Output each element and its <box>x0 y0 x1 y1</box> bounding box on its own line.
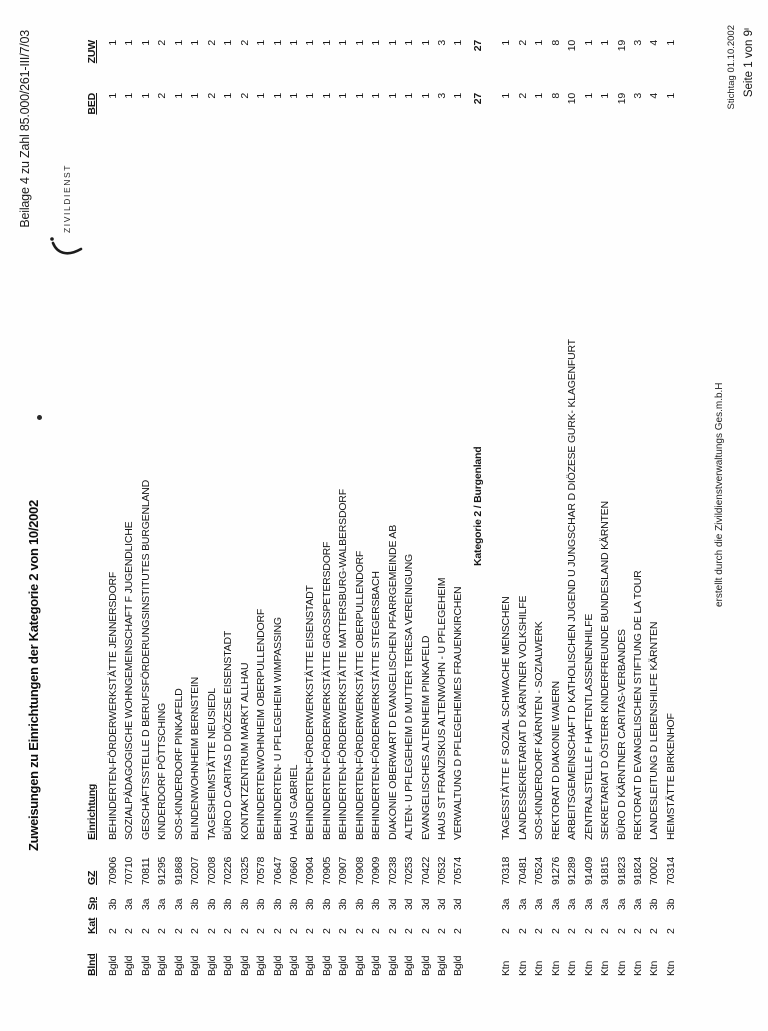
cell-sp: 3a <box>533 898 546 910</box>
cell-kat: 2 <box>648 928 661 934</box>
cell-kat: 2 <box>582 928 595 934</box>
cell-name: HAUS GABRIEL <box>287 764 300 840</box>
cell-kat: 2 <box>304 928 317 934</box>
cell-sp: 3d <box>452 898 465 910</box>
cell-sp: 3a <box>123 898 136 910</box>
cell-name: BEHINDERTEN-FÖRDERWERKSTÄTTE GROSSPETERSDORF <box>320 541 333 840</box>
logo-arc-icon <box>48 140 86 260</box>
cell-gz: 70002 <box>648 856 661 885</box>
table-row <box>304 0 320 1031</box>
cell-name: REKTORAT D EVANGELISCHEN STIFTUNG DE LA TOUR <box>631 570 644 840</box>
cell-bed: 1 <box>386 93 399 99</box>
cell-zuw: 10 <box>566 40 579 52</box>
cell-bed: 1 <box>304 93 317 99</box>
table-row <box>272 0 288 1031</box>
cell-bind: Bgld <box>419 955 432 976</box>
cell-bed: 3 <box>436 93 448 99</box>
cell-bind: Bgld <box>386 955 399 976</box>
cell-bed: 2 <box>205 93 218 99</box>
cell-bed: 1 <box>500 93 513 99</box>
cell-bind: Bgld <box>320 955 333 976</box>
cell-gz: 70208 <box>205 856 218 885</box>
cell-sp: 3b <box>648 898 661 910</box>
cell-sp: 3a <box>156 898 169 910</box>
cell-bed: 1 <box>172 93 185 99</box>
cell-gz: 70314 <box>664 856 677 885</box>
cell-name: HEIMSTÄTTE BIRKENHOF <box>664 713 677 840</box>
cell-sp: 3b <box>222 898 235 910</box>
scan-speck <box>744 28 749 30</box>
cell-gz: 70318 <box>500 856 513 885</box>
cell-kat: 2 <box>549 928 562 934</box>
cell-gz: 91815 <box>599 856 612 885</box>
table-row <box>632 0 648 1031</box>
table-row <box>403 0 419 1031</box>
cell-bed: 1 <box>287 93 300 99</box>
cell-bed: 1 <box>533 93 546 99</box>
cell-sp: 3b <box>287 898 300 910</box>
cell-bind: Ktn <box>664 960 677 976</box>
cell-zuw: 1 <box>320 40 333 46</box>
cell-sp: 3a <box>516 898 529 910</box>
table-header-row <box>86 0 102 1031</box>
cell-bind: Ktn <box>615 960 628 976</box>
cell-bind: Bgld <box>403 955 416 976</box>
cell-bed: 1 <box>189 93 202 99</box>
column-header-bed: BED <box>86 93 98 115</box>
cell-bed: 1 <box>452 93 465 99</box>
cell-name: ARBEITSGEMEINSCHAFT D KATHOLISCHEN JUGEND U JUNGSCHAR D DIÖZESE GURK- KLAGENFURT <box>566 339 579 840</box>
cell-sp: 3d <box>419 898 432 910</box>
cell-gz: 91868 <box>172 856 185 885</box>
cell-gz: 91295 <box>156 856 169 885</box>
cell-bed: 1 <box>320 93 333 99</box>
cell-sp: 3b <box>664 898 677 910</box>
cell-kat: 2 <box>533 928 546 934</box>
cell-gz: 70524 <box>533 856 546 885</box>
cell-bind: Bgld <box>271 955 284 976</box>
cell-name: BÜRO D KÄRNTNER CARITAS-VERBANDES <box>615 629 628 840</box>
cell-gz: 70811 <box>139 857 152 885</box>
cell-kat: 2 <box>107 928 119 934</box>
table-row <box>452 0 468 1031</box>
cell-bind: Bgld <box>172 955 185 976</box>
table-row <box>566 0 582 1031</box>
cell-zuw: 1 <box>255 40 268 46</box>
cell-bed: 1 <box>353 93 366 99</box>
cell-bed: 3 <box>631 93 644 99</box>
column-header-sp: Sp <box>86 896 98 910</box>
cell-sp: 3b <box>238 898 251 910</box>
cell-gz: 70647 <box>271 856 284 885</box>
cell-gz: 70207 <box>189 856 202 885</box>
cell-bind: Bgld <box>337 955 350 976</box>
table-row <box>370 0 386 1031</box>
table-row <box>173 0 189 1031</box>
cell-bind: Ktn <box>631 960 644 976</box>
cell-zuw: 1 <box>386 40 399 46</box>
cell-sp: 3b <box>370 898 383 910</box>
cell-kat: 2 <box>599 928 612 934</box>
cell-bed: 1 <box>139 93 152 99</box>
cell-name: VERWALTUNG D PFLEGEHEIMES FRAUENKIRCHEN <box>452 586 465 840</box>
beilage-reference: Beilage 4 zu Zahl 85.000/261-III/7/03 <box>18 30 32 228</box>
cell-zuw: 1 <box>172 40 185 46</box>
cell-zuw: 1 <box>123 40 136 46</box>
scan-speck <box>37 415 42 420</box>
cell-name: KONTAKTZENTRUM MARKT ALLHAU <box>238 662 251 840</box>
cell-sp: 3a <box>172 898 185 910</box>
footer-created-by: erstellt durch die Zivildienstverwaltungs Ges.m.b.H <box>714 382 725 607</box>
cell-bind: Ktn <box>533 960 546 976</box>
cell-zuw: 1 <box>271 40 284 46</box>
table-row <box>222 0 238 1031</box>
cell-bed: 1 <box>664 93 677 99</box>
cell-kat: 2 <box>436 928 448 934</box>
cell-name: HAUS ST FRANZISKUS ALTENWOHN - U PFLEGEHEIM <box>436 577 448 840</box>
cell-kat: 2 <box>386 928 399 934</box>
table-row <box>665 0 681 1031</box>
table-row <box>420 0 436 1031</box>
cell-kat: 2 <box>452 928 465 934</box>
cell-sp: 3d <box>436 898 448 910</box>
cell-bind: Ktn <box>648 960 661 976</box>
table-row <box>337 0 353 1031</box>
cell-zuw: 3 <box>436 40 448 46</box>
cell-zuw: 1 <box>304 40 317 46</box>
group-summary-label: Kategorie 2 / Burgenland <box>471 446 484 566</box>
cell-gz: 70909 <box>370 856 383 885</box>
cell-sp: 3a <box>549 898 562 910</box>
table-row <box>123 0 139 1031</box>
cell-name: BEHINDERTEN-FÖRDERWERKSTÄTTE EISENSTADT <box>304 585 317 840</box>
cell-kat: 2 <box>189 928 202 934</box>
cell-bed: 2 <box>516 93 529 99</box>
table-row <box>354 0 370 1031</box>
group-summary-row <box>472 0 488 1031</box>
cell-kat: 2 <box>353 928 366 934</box>
cell-kat: 2 <box>516 928 529 934</box>
footer-page-number: Seite 1 von 9 <box>743 30 755 98</box>
cell-name: BEHINDERTEN- U PFLEGEHEIM WIMPASSING <box>271 617 284 840</box>
cell-gz: 70906 <box>107 856 119 885</box>
cell-bed: 1 <box>255 93 268 99</box>
cell-kat: 2 <box>172 928 185 934</box>
cell-zuw: 2 <box>156 40 169 46</box>
table-row <box>550 0 566 1031</box>
cell-zuw: 1 <box>582 40 595 46</box>
cell-zuw: 1 <box>337 40 350 46</box>
cell-bed: 1 <box>582 93 595 99</box>
cell-kat: 2 <box>566 928 579 934</box>
table-row <box>533 0 549 1031</box>
cell-zuw: 1 <box>533 40 546 46</box>
cell-kat: 2 <box>287 928 300 934</box>
cell-gz: 70904 <box>304 856 317 885</box>
cell-sp: 3b <box>205 898 218 910</box>
cell-kat: 2 <box>500 928 513 934</box>
column-header-zuw: ZUW <box>86 40 98 64</box>
cell-gz: 91824 <box>631 856 644 885</box>
table-row <box>140 0 156 1031</box>
cell-zuw: 1 <box>452 40 465 46</box>
cell-name: REKTORAT D DIAKONIE WAIERN <box>549 681 562 840</box>
cell-name: ALTEN- U PFLEGEHEIM D MUTTER TERESA VEREINIGUNG <box>403 553 416 840</box>
cell-kat: 2 <box>156 928 169 934</box>
cell-bed: 8 <box>549 93 562 99</box>
cell-bind: Bgld <box>222 955 235 976</box>
cell-bind: Bgld <box>123 955 136 976</box>
cell-bed: 2 <box>238 93 251 99</box>
cell-bed: 1 <box>419 93 432 99</box>
cell-gz: 70226 <box>222 856 235 885</box>
table-row <box>500 0 516 1031</box>
cell-kat: 2 <box>238 928 251 934</box>
table-row <box>648 0 664 1031</box>
table-row <box>436 0 452 1031</box>
cell-gz: 70325 <box>238 856 251 885</box>
cell-kat: 2 <box>419 928 432 934</box>
cell-zuw: 1 <box>189 40 202 46</box>
cell-bed: 10 <box>566 93 579 105</box>
column-header-kat: Kat <box>86 917 98 934</box>
cell-name: SEKRETARIAT D ÖSTERR KINDERFREUNDE BUNDESLAND KÄRNTEN <box>599 501 612 840</box>
cell-sp: 3b <box>320 898 333 910</box>
cell-name: BEHINDERTEN-FÖRDERWERKSTÄTTE STEGERSBACH <box>370 571 383 840</box>
cell-bed: 2 <box>156 93 169 99</box>
cell-zuw: 1 <box>664 40 677 46</box>
cell-name: TAGESHEIMSTÄTTE NEUSIEDL <box>205 688 218 840</box>
table-row <box>599 0 615 1031</box>
cell-bed: 1 <box>123 93 136 99</box>
cell-kat: 2 <box>320 928 333 934</box>
cell-gz: 70905 <box>320 856 333 885</box>
cell-name: TAGESSTÄTTE F SOZIAL SCHWACHE MENSCHEN <box>500 596 513 840</box>
cell-name: BLINDENWOHNHEIM BERNSTEIN <box>189 676 202 840</box>
logo-text: ZIVILDIENST <box>62 163 72 233</box>
cell-bed: 1 <box>222 93 235 99</box>
cell-kat: 2 <box>205 928 218 934</box>
cell-gz: 70481 <box>516 856 529 885</box>
cell-sp: 3a <box>599 898 612 910</box>
cell-bed: 4 <box>648 93 661 99</box>
cell-bind: Bgld <box>156 955 169 976</box>
table-row <box>156 0 172 1031</box>
cell-bind: Bgld <box>238 955 251 976</box>
cell-zuw: 2 <box>516 40 529 46</box>
group-summary-bed: 27 <box>471 93 484 105</box>
cell-zuw: 1 <box>419 40 432 46</box>
cell-zuw: 1 <box>599 40 612 46</box>
cell-name: BEHINDERTENWOHNHEIM OBERPULLENDORF <box>255 608 268 840</box>
cell-zuw: 19 <box>615 40 628 52</box>
cell-sp: 3a <box>566 898 579 910</box>
cell-zuw: 3 <box>631 40 644 46</box>
cell-bind: Ktn <box>516 960 529 976</box>
cell-name: DIAKONIE OBERWART D EVANGELISCHEN PFARRGEMEINDE AB <box>386 525 399 840</box>
column-header-bind: Blnd <box>86 953 98 976</box>
table-row <box>206 0 222 1031</box>
table-row <box>616 0 632 1031</box>
cell-sp: 3b <box>189 898 202 910</box>
table-row <box>583 0 599 1031</box>
cell-zuw: 1 <box>287 40 300 46</box>
cell-name: EVANGELISCHES ALTENHEIM PINKAFELD <box>419 635 432 840</box>
cell-kat: 2 <box>222 928 235 934</box>
cell-sp: 3b <box>271 898 284 910</box>
table-row <box>321 0 337 1031</box>
cell-zuw: 1 <box>500 40 513 46</box>
cell-zuw: 1 <box>139 40 152 46</box>
cell-zuw: 4 <box>648 40 661 46</box>
cell-bind: Bgld <box>107 955 119 976</box>
cell-bind: Bgld <box>452 955 465 976</box>
cell-gz: 91276 <box>549 856 562 885</box>
zivildienst-logo <box>48 140 86 260</box>
cell-bind: Bgld <box>304 955 317 976</box>
cell-bind: Ktn <box>582 960 595 976</box>
cell-sp: 3d <box>403 898 416 910</box>
cell-bed: 1 <box>271 93 284 99</box>
cell-sp: 3a <box>582 898 595 910</box>
cell-gz: 91823 <box>615 856 628 885</box>
cell-kat: 2 <box>631 928 644 934</box>
cell-gz: 70907 <box>337 856 350 885</box>
cell-kat: 2 <box>403 928 416 934</box>
cell-kat: 2 <box>370 928 383 934</box>
cell-bind: Ktn <box>549 960 562 976</box>
cell-gz: 70660 <box>287 856 300 885</box>
cell-bind: Ktn <box>599 960 612 976</box>
cell-name: SOS-KINDERDORF PINKAFELD <box>172 688 185 840</box>
cell-zuw: 1 <box>107 40 119 46</box>
table-row <box>387 0 403 1031</box>
cell-gz: 70578 <box>255 856 268 885</box>
column-header-gz: GZ <box>86 870 98 885</box>
table-row <box>189 0 205 1031</box>
cell-bind: Bgld <box>287 955 300 976</box>
cell-sp: 3b <box>304 898 317 910</box>
cell-sp: 3d <box>386 898 399 910</box>
cell-zuw: 1 <box>403 40 416 46</box>
cell-name: BEHINDERTEN-FÖRDERWERKSTÄTTE JENNERSDORF <box>107 571 119 840</box>
cell-gz: 91289 <box>566 856 579 885</box>
cell-zuw: 1 <box>353 40 366 46</box>
cell-kat: 2 <box>337 928 350 934</box>
group-summary-zuw: 27 <box>471 40 484 52</box>
cell-gz: 70253 <box>403 856 416 885</box>
cell-name: SOS-KINDERDORF KÄRNTEN - SOZIALWERK <box>533 621 546 840</box>
cell-sp: 3a <box>500 898 513 910</box>
column-header-einrichtung: Einrichtung <box>86 783 98 840</box>
cell-zuw: 1 <box>222 40 235 46</box>
cell-bed: 1 <box>599 93 612 99</box>
cell-zuw: 2 <box>238 40 251 46</box>
cell-kat: 2 <box>615 928 628 934</box>
cell-name: SOZIALPÄDAGOGISCHE WOHNGEMEINSCHAFT F JUGENDLICHE <box>123 521 136 840</box>
cell-gz: 91409 <box>582 856 595 885</box>
cell-bed: 1 <box>107 93 119 99</box>
cell-bed: 1 <box>370 93 383 99</box>
cell-name: GESCHÄFTSSTELLE D BERUFSFÖRDERUNGSINSTITUTES BURGENLAND <box>139 479 152 840</box>
table-row <box>255 0 271 1031</box>
cell-name: LANDESSEKRETARIAT D KÄRNTNER VOLKSHILFE <box>516 595 529 840</box>
cell-name: BEHINDERTEN-FÖRDERWERKSTÄTTE OBERPULLENDORF <box>353 550 366 840</box>
cell-sp: 3b <box>107 898 119 910</box>
cell-bind: Bgld <box>139 955 152 976</box>
cell-sp: 3b <box>337 898 350 910</box>
cell-name: ZENTRALSTELLE F HAFTENTLASSENENHILFE <box>582 613 595 840</box>
cell-name: LANDESLEITUNG D LEBENSHILFE KÄRNTEN <box>648 621 661 840</box>
cell-name: BÜRO D CARITAS D DIÖZESE EISENSTADT <box>222 630 235 840</box>
cell-zuw: 1 <box>370 40 383 46</box>
cell-bind: Bgld <box>255 955 268 976</box>
cell-bed: 1 <box>403 93 416 99</box>
cell-gz: 70710 <box>123 856 136 885</box>
cell-zuw: 8 <box>549 40 562 46</box>
table-row <box>239 0 255 1031</box>
cell-sp: 3a <box>615 898 628 910</box>
cell-bind: Bgld <box>436 955 448 976</box>
cell-kat: 2 <box>255 928 268 934</box>
cell-gz: 70422 <box>419 856 432 885</box>
cell-sp: 3a <box>631 898 644 910</box>
table-row <box>517 0 533 1031</box>
cell-bind: Bgld <box>205 955 218 976</box>
cell-bind: Bgld <box>370 955 383 976</box>
footer-date: Stichtag 01.10.2002 <box>726 25 737 110</box>
cell-sp: 3b <box>353 898 366 910</box>
cell-kat: 2 <box>123 928 136 934</box>
cell-bind: Bgld <box>353 955 366 976</box>
cell-gz: 70532 <box>436 856 448 885</box>
cell-sp: 3b <box>255 898 268 910</box>
cell-kat: 2 <box>271 928 284 934</box>
table-row <box>107 0 123 1031</box>
cell-bind: Bgld <box>189 955 202 976</box>
cell-gz: 70574 <box>452 856 465 885</box>
cell-name: KINDERDORF PÖTTSCHING <box>156 703 169 840</box>
table-row <box>288 0 304 1031</box>
cell-bind: Ktn <box>500 960 513 976</box>
cell-zuw: 2 <box>205 40 218 46</box>
page-title: Zuweisungen zu Einrichtungen der Kategorie 2 von 10/2002 <box>26 500 41 851</box>
cell-kat: 2 <box>664 928 677 934</box>
cell-kat: 2 <box>139 928 152 934</box>
cell-name: BEHINDERTEN-FÖRDERWERKSTÄTTE MATTERSBURG-WALBERSDORF <box>337 489 350 840</box>
cell-bind: Ktn <box>566 960 579 976</box>
cell-bed: 1 <box>337 93 350 99</box>
cell-sp: 3a <box>139 898 152 910</box>
cell-bed: 19 <box>615 93 628 105</box>
cell-gz: 70238 <box>386 856 399 885</box>
cell-gz: 70908 <box>353 856 366 885</box>
